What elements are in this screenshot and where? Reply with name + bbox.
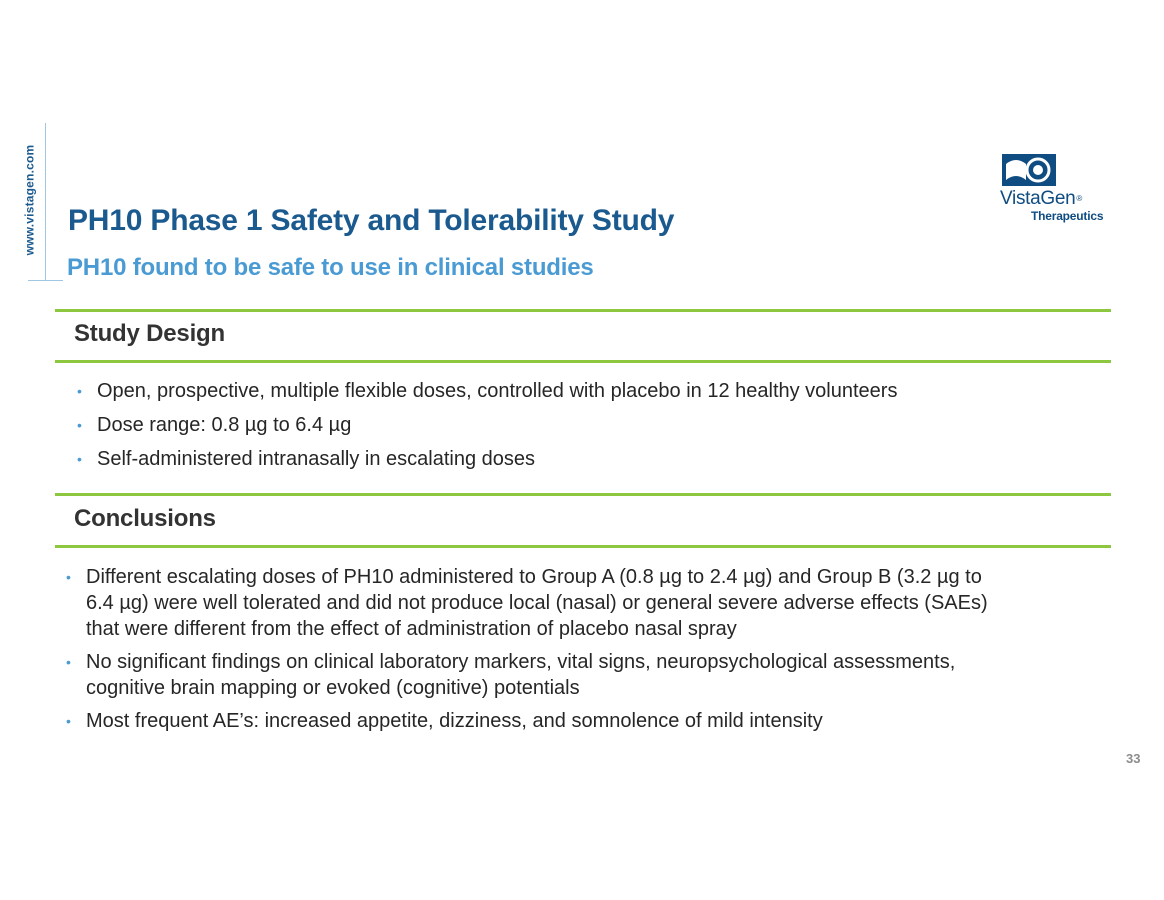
bullet-icon: • [77, 417, 82, 433]
section-rule-top-design [55, 309, 1111, 312]
logo-wordmark: VistaGen® [1000, 188, 1083, 209]
slide-title: PH10 Phase 1 Safety and Tolerability Study [68, 204, 675, 237]
conclusions-heading: Conclusions [74, 505, 216, 532]
side-divider-horizontal [28, 280, 63, 281]
list-item: • Dose range: 0.8 µg to 6.4 µg [77, 414, 352, 436]
website-url-vertical [14, 140, 44, 260]
list-item: • Different escalating doses of PH10 administered to Group A (0.8 µg to 2.4 µg) and Group B (3.2 µg to 6.4 µg) were well tolerated and did not produce local (nasal) or general severe adverse effects (SAEs) that were different from the effect of administration of placebo nasal spray [66, 566, 988, 640]
section-rule-bottom-conclusions [55, 545, 1111, 548]
bullet-icon: • [66, 713, 71, 729]
logo-tagline: Therapeutics [1031, 209, 1104, 223]
conclusions-list [66, 564, 988, 741]
list-item: • Self-administered intranasally in escalating doses [77, 448, 536, 470]
company-logo [1000, 154, 1110, 226]
study-design-heading: Study Design [74, 320, 225, 347]
website-url-text: www.vistagen.com [22, 144, 37, 256]
section-rule-bottom-design [55, 360, 1111, 363]
bullet-icon: • [77, 383, 82, 399]
list-item: • Most frequent AE’s: increased appetite, dizziness, and somnolence of mild intensity [66, 710, 823, 732]
bullet-icon: • [77, 451, 82, 467]
logo-mark-icon [1002, 154, 1056, 186]
bullet-icon: • [66, 654, 71, 670]
bullet-icon: • [66, 569, 71, 585]
side-divider-vertical [45, 123, 46, 281]
page-number: 33 [1126, 751, 1141, 766]
slide-subtitle: PH10 found to be safe to use in clinical studies [67, 254, 594, 281]
list-item: • Open, prospective, multiple flexible doses, controlled with placebo in 12 healthy volunteers [77, 380, 898, 402]
section-rule-top-conclusions [55, 493, 1111, 496]
list-item: • No significant findings on clinical laboratory markers, vital signs, neuropsychological assessments, cognitive brain mapping or evoked (cognitive) potentials [66, 651, 956, 699]
study-design-list [77, 378, 898, 480]
